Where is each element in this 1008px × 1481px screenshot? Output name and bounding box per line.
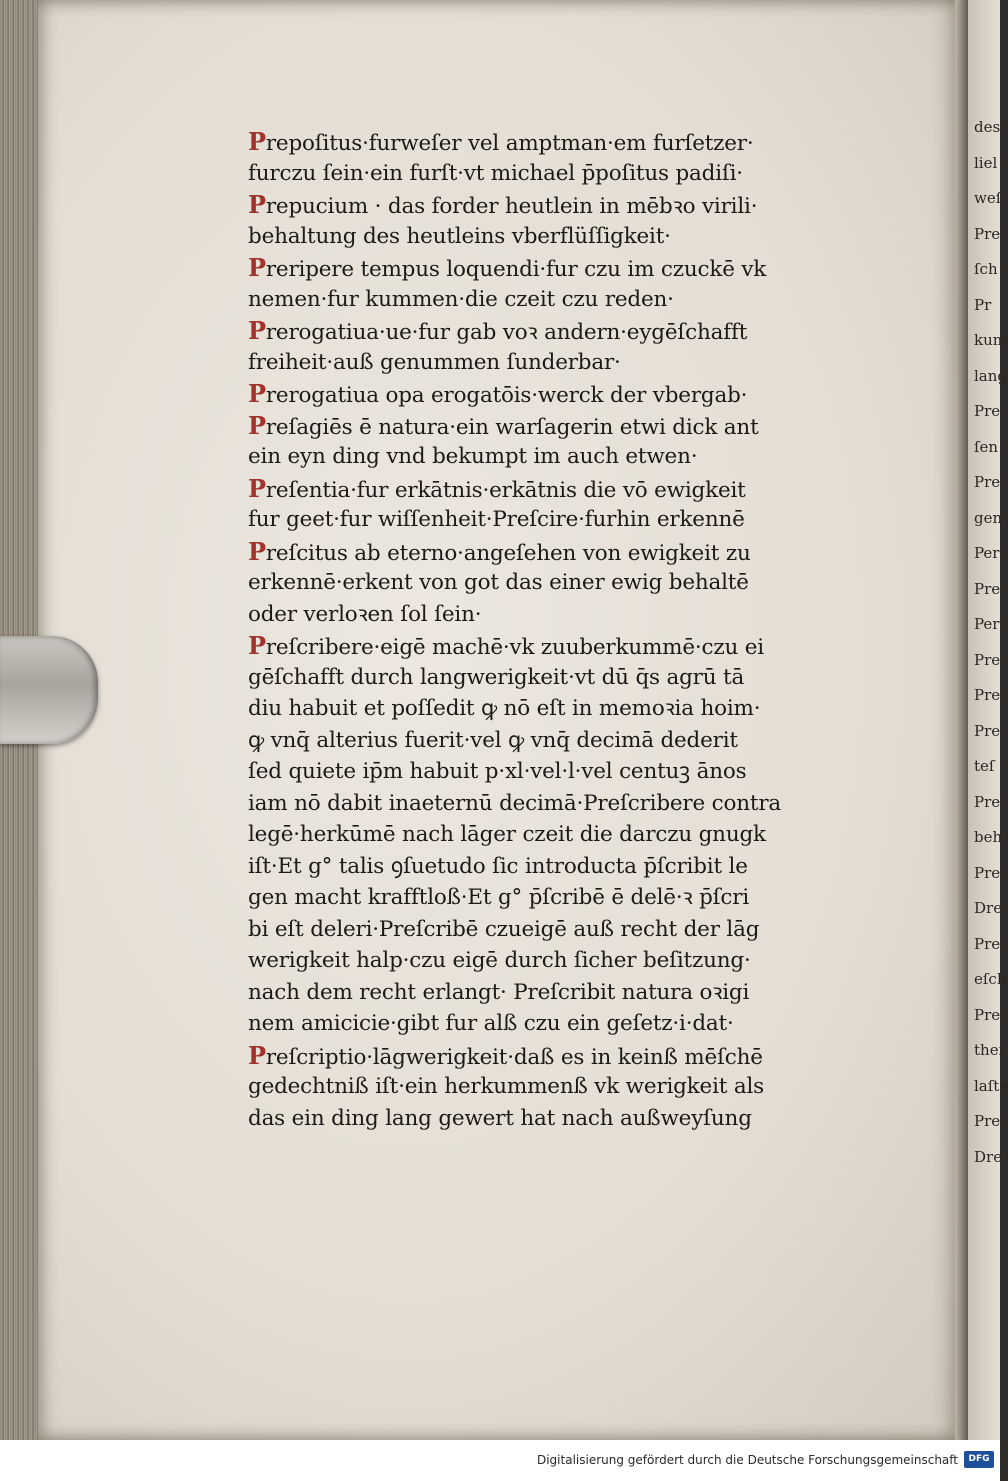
line-text: repucium · das forder heutlein in mēbꝛo virili· (265, 194, 758, 219)
right-page-fragment: Perſ (974, 615, 1006, 633)
line-text: nemen·fur kummen·die czeit czu reden· (248, 286, 674, 312)
text-line (248, 1008, 898, 1040)
line-text: oder verloꝛen ſol ſein· (248, 601, 482, 627)
right-page-fragment: Pre (974, 792, 1001, 811)
text-line (248, 473, 898, 505)
text-line (248, 1071, 898, 1103)
right-page-fragment: Per (974, 544, 1000, 562)
right-page-fragment: Pre (974, 721, 1001, 740)
line-text: reſentia·fur erkātnis·erkātnis die vō ewigkeit (265, 477, 746, 503)
main-text-block (248, 126, 898, 1134)
text-line (248, 630, 898, 662)
line-text: iam nō dabit inaeternū decimā·Preſcribere contra (248, 790, 782, 816)
right-page-edge (968, 0, 1008, 1440)
footer-bar (0, 1440, 1000, 1481)
right-page-fragment: Pre (974, 934, 1001, 953)
book-clasp (0, 636, 98, 744)
text-line (248, 189, 898, 221)
right-page-fragment: ſen (974, 437, 999, 456)
rubric-initial: P (248, 316, 266, 345)
right-page-fragment: Pre (974, 686, 1001, 704)
text-line (248, 315, 898, 347)
right-page-fragment: beh (974, 828, 1003, 846)
line-text: repoſitus·furweſer vel amptman·em furſetzer· (265, 131, 754, 156)
rubric-initial: P (248, 253, 266, 282)
text-line (248, 599, 898, 631)
line-text: rerogatiua·ue·fur gab voꝛ andern·eygēſchafft (265, 320, 748, 345)
line-text: ſed quiete ip̄m habuit p·xl·vel·l·vel centuꝫ ānos (248, 759, 747, 784)
text-line (248, 1040, 898, 1072)
line-text: reſcriptio·lāgwerigkeit·daß es in keinß mēſchē (265, 1044, 763, 1070)
line-text: freiheit·auß genummen ſunderbar· (248, 349, 621, 375)
text-line (248, 284, 898, 316)
text-line (248, 756, 898, 788)
text-line (248, 788, 898, 820)
text-line (248, 693, 898, 725)
line-text: diu habuit et poſſedit ꝙ nō eſt in memoꝛia hoim· (248, 696, 761, 721)
line-text: gen macht krafftloß·Et g° p̄ſcribē ē delē·ꝛ p̄ſcri (248, 885, 750, 910)
right-page-fragment: weſ (974, 189, 1002, 207)
rubric-initial: P (248, 379, 266, 408)
right-page-fragment: Pre (974, 473, 1001, 491)
text-line (248, 851, 898, 883)
text-line (248, 252, 898, 284)
text-line (248, 819, 898, 851)
rubric-initial: P (248, 473, 266, 503)
line-text: ꝙ vnq̄ alterius fuerit·vel ꝙ vnq̄ decimā dederit (248, 727, 738, 753)
line-text: furczu ſein·ein furſt·vt michael p̄poſitus padiſi· (248, 160, 743, 186)
text-line (248, 158, 898, 190)
text-line (248, 1103, 898, 1135)
text-line (248, 221, 898, 253)
line-text: reſcribere·eigē machē·vk zuuberkummē·czu ei (265, 635, 764, 660)
text-line (248, 662, 898, 694)
rubric-initial: P (248, 190, 266, 219)
right-page-fragment: kum (974, 331, 1007, 349)
text-line (248, 882, 898, 914)
text-line (248, 441, 898, 473)
line-text: reſagiēs ē natura·ein warſagerin etwi dick ant (265, 414, 759, 440)
rubric-initial: P (248, 536, 266, 566)
text-line (248, 977, 898, 1009)
text-line (248, 725, 898, 757)
right-page-fragment: ſch (974, 260, 998, 278)
right-page-fragment: laſte (974, 1076, 1008, 1095)
line-text: rerogatiua opa erogatōis·werck der vbergab· (265, 383, 748, 408)
rubric-initial: P (248, 631, 266, 660)
right-page-fragment: eſch (974, 970, 1007, 988)
right-page-fragment: lang (974, 366, 1008, 385)
right-page-fragment: Dre (974, 899, 1003, 917)
line-text: legē·herkūmē nach lāger czeit die darczu gnugk (248, 822, 766, 847)
right-page-fragment: Pre (974, 863, 1001, 882)
text-line (248, 378, 898, 410)
text-line (248, 945, 898, 977)
right-page-fragment: thei (974, 1041, 1004, 1059)
text-line (248, 504, 898, 536)
text-line (248, 410, 898, 442)
right-page-fragment: Pre (974, 579, 1001, 598)
footer-credit: Digitalisierung gefördert durch die Deutsche Forschungsgemeinschaft (536, 1453, 958, 1467)
right-page-fragment: Pre (974, 1005, 1001, 1024)
line-text: reſcitus ab eterno·angeſehen von ewigkeit zu (265, 540, 751, 566)
line-text: bi eſt deleri·Preſcribē czueigē auß recht der lāg (248, 916, 760, 942)
line-text: iſt·Et g° talis ꝯſuetudo ſic introducta p̄ſcribit le (248, 853, 748, 879)
right-page-fragment: Pre (974, 1112, 1001, 1130)
right-page-fragment: Pr (974, 295, 992, 314)
right-page-fragment: teſ (974, 757, 995, 775)
line-text: das ein ding lang gewert hat nach außweyſung (248, 1105, 752, 1131)
line-text: gēſchafft durch langwerigkeit·vt dū q̄s agrū tā (248, 664, 745, 690)
text-line (248, 567, 898, 599)
line-text: fur geet·fur wiſſenheit·Preſcire·furhin erkennē (248, 507, 745, 532)
line-text: werigkeit halp·czu eigē durch ſicher beſitzung· (248, 948, 751, 973)
dfg-logo: DFG (964, 1451, 994, 1468)
right-page-fragment: Dre (974, 1147, 1003, 1166)
line-text: gedechtniß iſt·ein herkummenß vk werigkeit als (248, 1074, 764, 1099)
text-line (248, 536, 898, 568)
rubric-initial: P (248, 1040, 266, 1070)
right-page-fragment: Pre (974, 224, 1001, 243)
rubric-initial: P (248, 410, 266, 440)
text-line (248, 126, 898, 158)
right-page-fragment: liel (974, 153, 998, 172)
line-text: ein eyn ding vnd bekumpt im auch etwen· (248, 444, 698, 469)
rubric-initial: P (248, 127, 266, 156)
text-line (248, 347, 898, 379)
text-line (248, 914, 898, 946)
line-text: nem amicicie·gibt fur alß czu ein geſetz·i·dat· (248, 1011, 734, 1036)
line-text: erkennē·erkent von got das einer ewig behaltē (248, 570, 749, 595)
right-page-fragment: gen (974, 508, 1003, 527)
right-page-fragment: Pre (974, 402, 1001, 420)
line-text: nach dem recht erlangt· Preſcribit natura oꝛigi (248, 979, 750, 1005)
right-page-fragment: Pre (974, 650, 1001, 669)
right-page-fragment: des (974, 118, 1001, 136)
line-text: reripere tempus loquendi·fur czu im czuckē vk (265, 257, 767, 282)
line-text: behaltung des heutleins vberflüſſigkeit· (248, 223, 671, 249)
